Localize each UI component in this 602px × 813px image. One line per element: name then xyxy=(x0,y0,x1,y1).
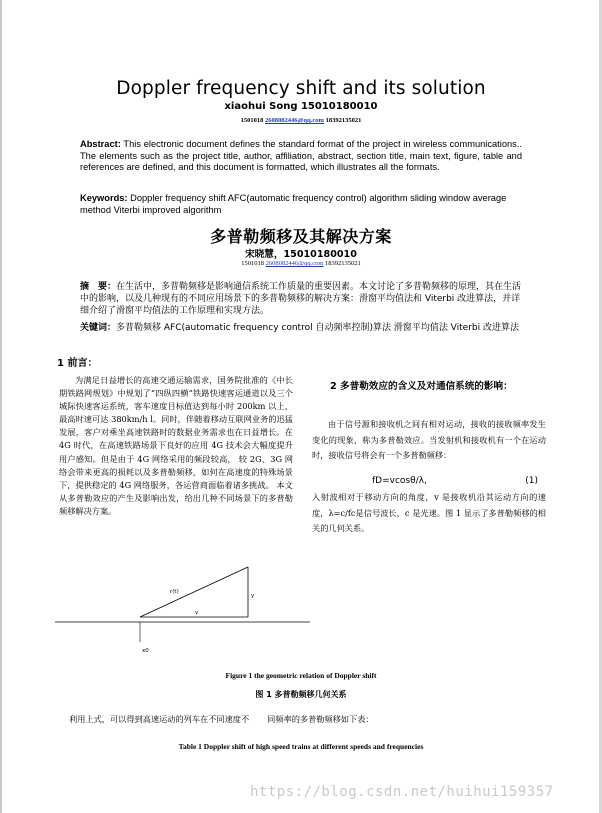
abstract-label: Abstract: xyxy=(80,139,121,149)
section-1-body xyxy=(59,374,293,518)
english-keywords xyxy=(80,193,530,216)
contact-phone: 18392135021 xyxy=(323,117,362,124)
label-y: y xyxy=(251,593,255,599)
chinese-abstract xyxy=(80,281,525,318)
chinese-contact xyxy=(0,260,602,267)
keywords-label: Keywords: xyxy=(80,193,128,203)
label-x0: x0 xyxy=(142,648,149,654)
chinese-abstract-text: 在生活中，多普勒频移是影响通信系统工作质量的重要因素。本文讨论了多普勒频移的原理，其在生活中的影响，以及几种现有的不同应用场景下的多普勒频移的解决方案：滑窗平均值法和 Viterbi 改进算法，并详细介绍了滑窗平均值法的工作原理和实现方法。 xyxy=(80,282,522,317)
table-intro-text xyxy=(69,714,374,725)
chinese-author: 宋晓慧，15010180010 xyxy=(245,249,357,260)
label-v: v xyxy=(195,610,199,616)
table-1-caption: Table 1 Doppler shift of high speed trains at different speeds and frequencies xyxy=(178,742,424,751)
chinese-keywords xyxy=(80,322,528,334)
chinese-abstract-label: 摘 要： xyxy=(80,282,117,292)
chinese-keywords-text: 多普勒频移 AFC(automatic frequency control 自动频率控制)算法 滑窗平均值法 Viterbi 改进算法 xyxy=(116,323,519,333)
figure-1-diagram xyxy=(55,555,315,660)
english-title: Doppler frequency shift and its solution xyxy=(116,78,486,99)
keywords-text: Doppler frequency shift AFC(automatic frequency control) algorithm sliding window average method Viterbi improved algorithm xyxy=(80,193,507,215)
section-2-paragraph-2: 入射波相对于移动方向的角度，v 是接收机沿其运动方向的速度，λ=c/fc是信号波长，c 是光速。图 1 显示了多普勒频移的相关的几何关系。 xyxy=(312,492,546,534)
english-contact xyxy=(0,117,602,124)
english-abstract xyxy=(80,139,522,174)
hypotenuse-line xyxy=(140,567,248,617)
chinese-title: 多普勒频移及其解决方案 xyxy=(210,227,392,246)
english-author: xiaohui Song 15010180010 xyxy=(224,101,378,112)
watermark-url: https://blog.csdn.net/huihui159357 xyxy=(250,784,554,800)
figure-1-caption-chinese: 图 1 多普勒频移几何关系 xyxy=(255,690,347,699)
table-intro-part-b: 同频率的多普勒频移如下表： xyxy=(267,714,374,724)
equation-number: (1) xyxy=(525,476,538,486)
chinese-keywords-label: 关键词： xyxy=(80,323,117,333)
section-2-body xyxy=(312,417,546,464)
section-1-paragraph: 为满足日益增长的高速交通运输需求，国务院批准的《中长期铁路网规划》中规划了“四纵四横”铁路快速客运通道以及三个城际快速客运系统，客车速度目标值达到每小时 200km 以上，最高时速可达 380km/h l。同时，伴随着移动互联网业务的迅猛发展，客户对乘坐高速铁路时的数据业务需求也在日益增长。在 4G 时代，在高速铁路场景下良好的应用 4G 技术会大幅度提升用户感知。但是由于 4G 网络采用的频段较高， 较 2G、3G 网络会带来更高的损耗以及多普勒频移，如何在高速度的特殊场景下，提供稳定的 4G 网络服务，各运营商面临着诸多挑战。 本文从多普勒效应的产生及影响出发，给出几种不同场景下的多普勒频移解决方案。 xyxy=(59,375,293,516)
email-link[interactable]: 2608082446@qq.com xyxy=(265,260,324,267)
contact-prefix: 1501018 xyxy=(241,260,266,267)
equation-text: fD=vcosθ/λ, xyxy=(372,476,427,486)
contact-phone: 18392135021 xyxy=(323,260,361,267)
email-link[interactable]: 2608082446@qq.com xyxy=(265,117,324,124)
abstract-text: This electronic document defines the standard format of the project in wireless communications.. The elements such as the project title, author, affiliation, abstract, section title, main text, figure, table and references are defined, and this document is formatted, which illustrates all the formats. xyxy=(80,139,522,172)
figure-1-caption-english: Figure 1 the geometric relation of Doppler shift xyxy=(225,671,377,680)
section-2-heading: 2 多普勒效应的含义及对通信系统的影响： xyxy=(330,381,513,392)
contact-prefix: 1501018 xyxy=(240,117,266,124)
table-intro-part-a: 利用上式，可以得到高速运动的列车在不同速度不 xyxy=(69,714,250,724)
section-1-heading: 1 前言： xyxy=(57,358,98,369)
section-2-paragraph-1: 由于信号源和接收机之间有相对运动，接收的接收频率发生变化的现象，称为多普勒效应。当发射机和接收机有一个在运动时，接收信号将会有一个多普勒频移： xyxy=(312,419,546,461)
label-rt: r(t) xyxy=(170,589,179,595)
